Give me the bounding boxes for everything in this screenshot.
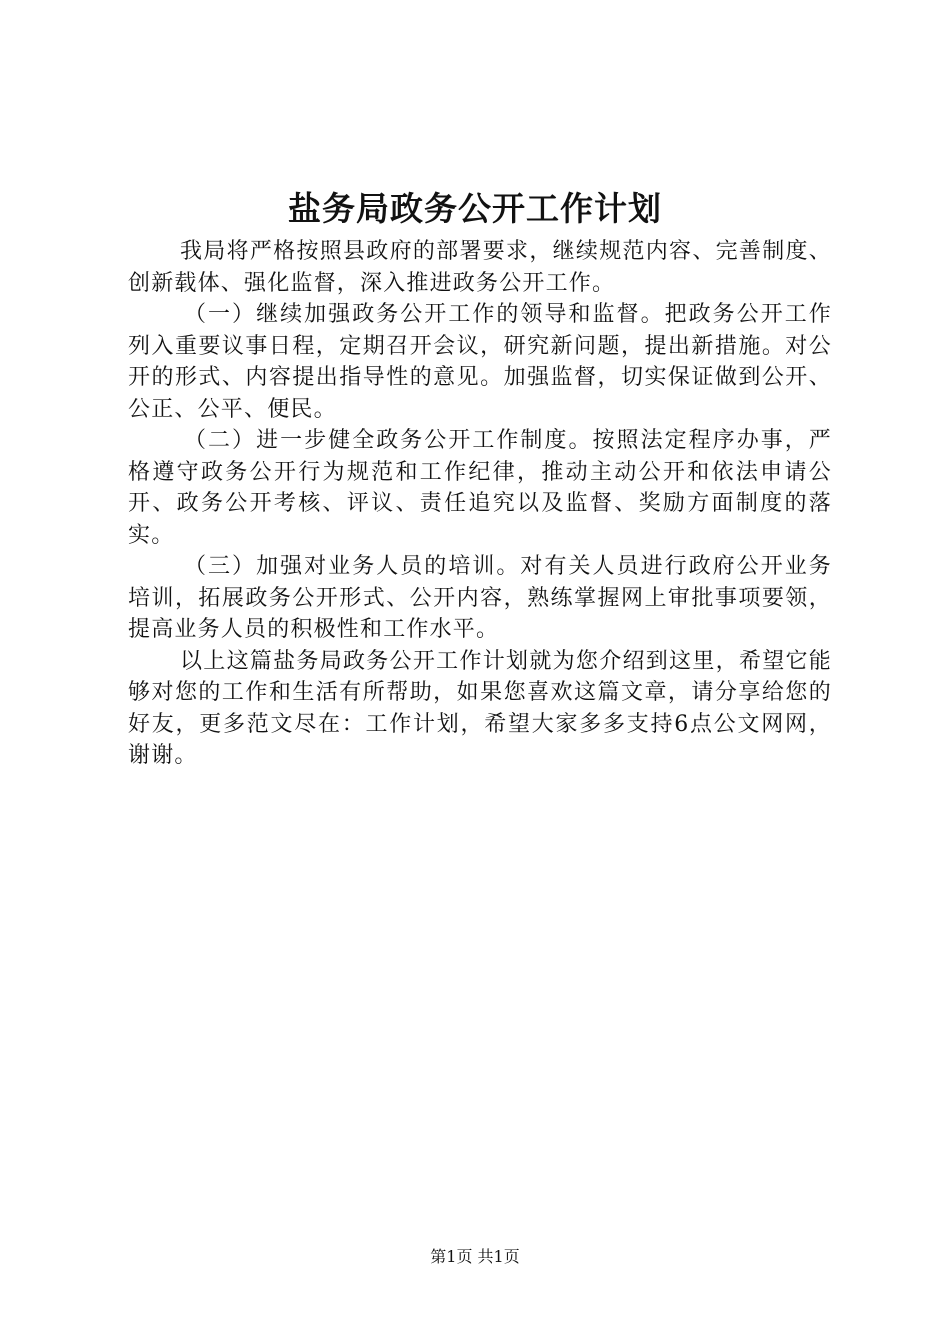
- section-three-paragraph: （三）加强对业务人员的培训。对有关人员进行政府公开业务培训，拓展政务公开形式、公开内容，熟练掌握网上审批事项要领，提高业务人员的积极性和工作水平。: [128, 554, 832, 642]
- page-footer: 第1页 共1页: [430, 1247, 520, 1266]
- document-title: 盐务局政务公开工作计划: [288, 189, 662, 228]
- intro-paragraph: 我局将严格按照县政府的部署要求，继续规范内容、完善制度、创新载体、强化监督，深入推进政务公开工作。: [128, 239, 832, 296]
- document-body: [128, 236, 832, 772]
- section-one-paragraph: （一）继续加强政务公开工作的领导和监督。把政务公开工作列入重要议事日程，定期召开会议，研究新问题，提出新措施。对公开的形式、内容提出指导性的意见。加强监督，切实保证做到公开、公正、公平、便民。: [128, 302, 832, 422]
- closing-paragraph: 以上这篇盐务局政务公开工作计划就为您介绍到这里，希望它能够对您的工作和生活有所帮助，如果您喜欢这篇文章，请分享给您的好友，更多范文尽在：工作计划，希望大家多多支持6点公文网网，谢谢。: [128, 648, 832, 768]
- section-two-paragraph: （二）进一步健全政务公开工作制度。按照法定程序办事，严格遵守政务公开行为规范和工作纪律，推动主动公开和依法申请公开、政务公开考核、评议、责任追究以及监督、奖励方面制度的落实。: [128, 428, 832, 548]
